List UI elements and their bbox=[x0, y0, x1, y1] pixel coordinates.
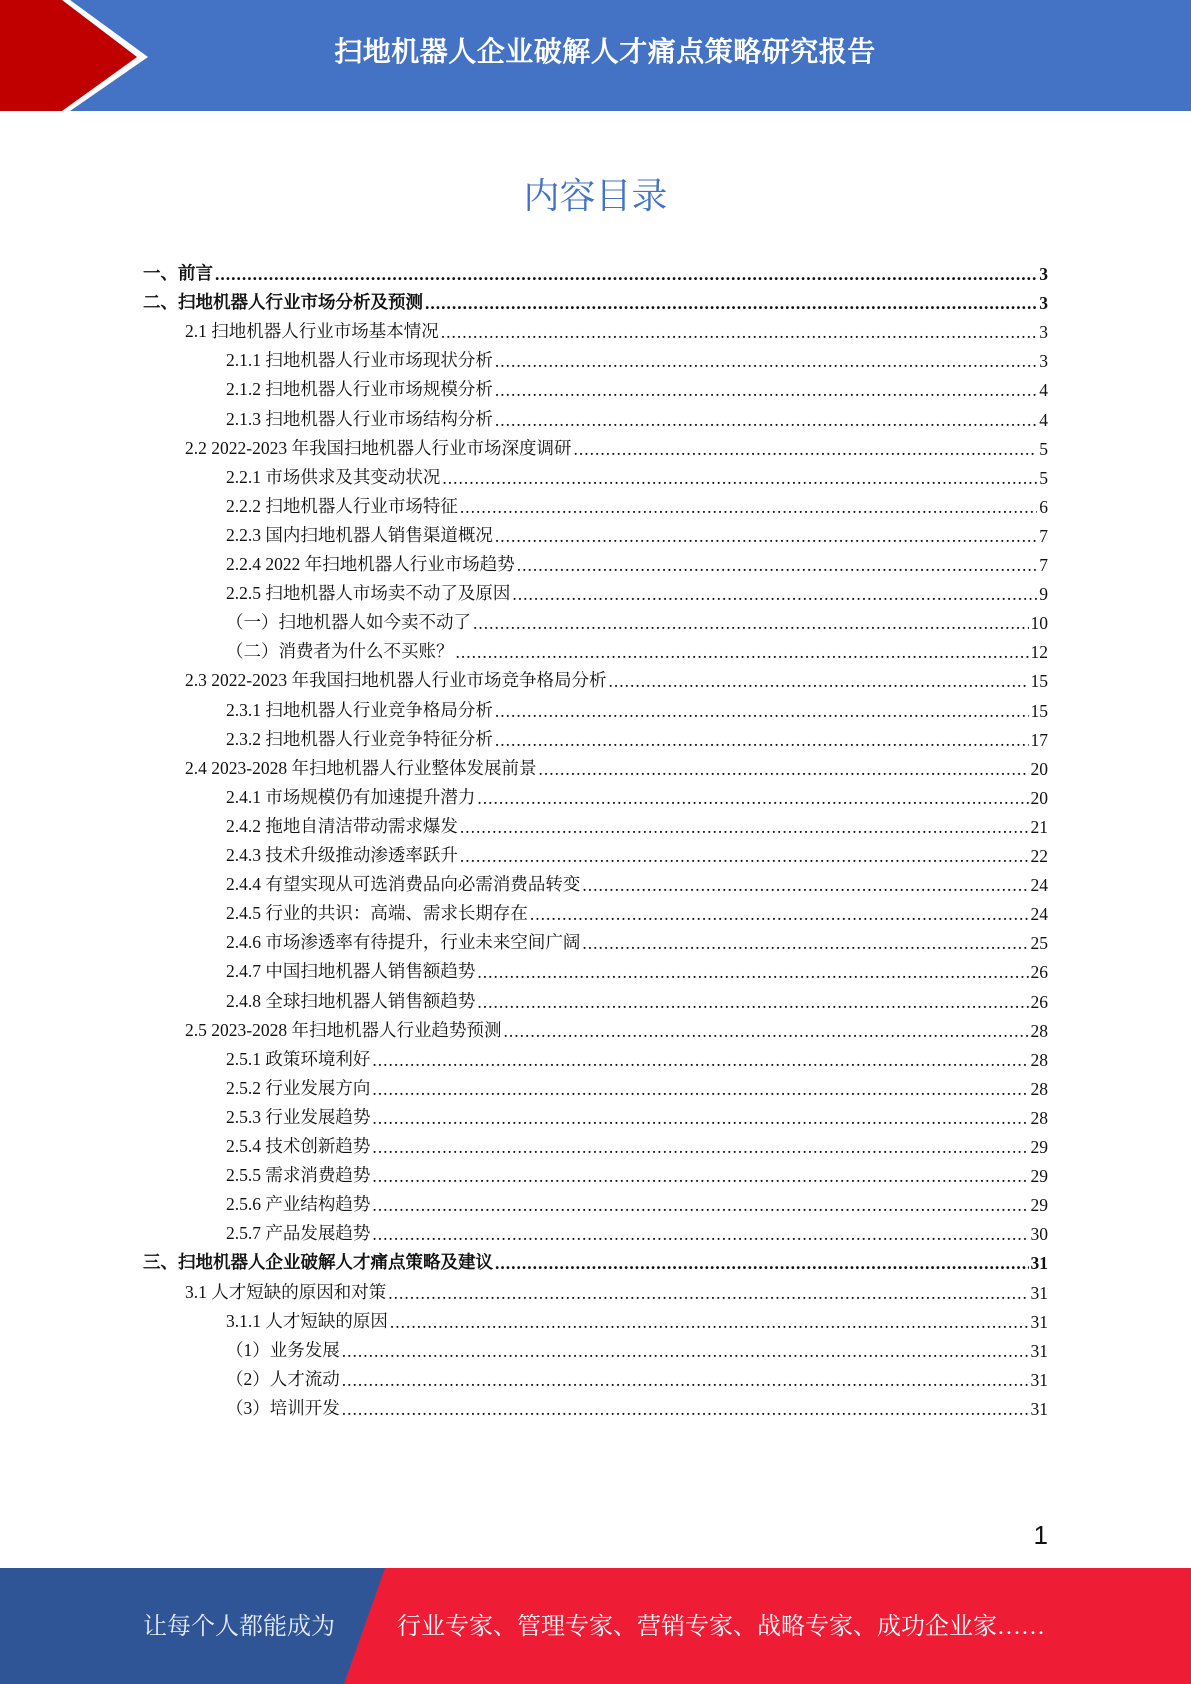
toc-entry-page: 20 bbox=[1030, 758, 1048, 779]
toc-entry-label: 2.1.1 扫地机器人行业市场现状分析 bbox=[226, 350, 493, 371]
toc-entry[interactable] bbox=[226, 1390, 1048, 1420]
toc-entry[interactable] bbox=[226, 808, 1048, 838]
toc-entry-page: 15 bbox=[1030, 700, 1048, 721]
toc-entry[interactable] bbox=[226, 1041, 1048, 1071]
toc-entry-label: （3）培训开发 bbox=[226, 1397, 340, 1418]
toc-entry-label: 2.1.3 扫地机器人行业市场结构分析 bbox=[226, 408, 493, 429]
toc-entry-page: 28 bbox=[1030, 1049, 1048, 1070]
dot-leader bbox=[441, 322, 1038, 343]
toc-entry-page: 4 bbox=[1039, 380, 1048, 401]
toc-entry[interactable] bbox=[226, 924, 1048, 954]
dot-leader bbox=[342, 1341, 1029, 1362]
dot-leader bbox=[608, 671, 1028, 692]
dot-leader bbox=[388, 1283, 1028, 1304]
red-arrow-decoration bbox=[0, 0, 160, 111]
toc-entry-label: 2.3 2022-2023 年我国扫地机器人行业市场竞争格局分析 bbox=[185, 670, 607, 691]
dot-leader bbox=[517, 555, 1038, 576]
toc-entry-page: 3 bbox=[1039, 322, 1048, 343]
toc-entry-page: 29 bbox=[1030, 1195, 1048, 1216]
toc-entry-label: 2.2.3 国内扫地机器人销售渠道概况 bbox=[226, 524, 493, 545]
toc-entry-page: 4 bbox=[1039, 409, 1048, 430]
toc-entry-label: （2）人才流动 bbox=[226, 1368, 340, 1389]
toc-entry[interactable] bbox=[226, 779, 1048, 809]
toc-entry-page: 12 bbox=[1030, 642, 1048, 663]
toc-entry-label: 2.4.5 行业的共识：高端、需求长期存在 bbox=[226, 903, 528, 924]
page-number: 1 bbox=[1033, 1520, 1048, 1550]
toc-entry-label: 2.1 扫地机器人行业市场基本情况 bbox=[185, 321, 439, 342]
dot-leader bbox=[372, 1224, 1028, 1245]
toc-entry-page: 24 bbox=[1030, 875, 1048, 896]
toc-entry-label: 2.4.3 技术升级推动渗透率跃升 bbox=[226, 845, 458, 865]
toc-entry-label: 2.5.3 行业发展趋势 bbox=[226, 1106, 371, 1127]
toc-entry-label: （二）消费者为什么不买账？ bbox=[226, 641, 454, 662]
toc-entry-page: 20 bbox=[1030, 787, 1048, 808]
toc-entry-page: 7 bbox=[1039, 555, 1048, 575]
toc-entry-label: 2.2.5 扫地机器人市场卖不动了及原因 bbox=[226, 583, 511, 604]
dot-leader bbox=[538, 759, 1028, 780]
toc-entry[interactable] bbox=[226, 1157, 1048, 1187]
dot-leader bbox=[495, 380, 1037, 401]
toc-entry-page: 29 bbox=[1030, 1137, 1048, 1157]
toc-entry-page: 31 bbox=[1030, 1282, 1048, 1303]
toc-entry-page: 26 bbox=[1030, 962, 1048, 983]
toc-entry-label: 2.2 2022-2023 年我国扫地机器人行业市场深度调研 bbox=[185, 437, 572, 458]
toc-entry-page: 28 bbox=[1030, 1107, 1048, 1128]
toc-entry[interactable] bbox=[226, 1361, 1048, 1391]
dot-leader bbox=[582, 875, 1028, 896]
toc-entry-page: 31 bbox=[1030, 1340, 1048, 1361]
toc-entry-page: 17 bbox=[1030, 729, 1048, 750]
toc-entry[interactable] bbox=[143, 284, 1048, 314]
dot-leader bbox=[372, 1195, 1028, 1216]
toc-entry[interactable] bbox=[226, 604, 1048, 634]
toc-entry-page: 31 bbox=[1030, 1369, 1048, 1390]
toc-entry-label: 2.5.6 产业结构趋势 bbox=[226, 1194, 371, 1215]
toc-entry-label: （1）业务发展 bbox=[226, 1339, 340, 1360]
dot-leader bbox=[372, 1050, 1028, 1071]
toc-entry-page: 31 bbox=[1030, 1253, 1048, 1274]
toc-entry-label: 2.5.2 行业发展方向 bbox=[226, 1077, 371, 1098]
toc-entry[interactable] bbox=[185, 430, 1048, 460]
dot-leader bbox=[372, 1137, 1028, 1158]
toc-entry[interactable] bbox=[226, 953, 1048, 983]
toc-entry[interactable] bbox=[226, 837, 1048, 867]
dot-leader bbox=[573, 439, 1037, 460]
toc-entry[interactable] bbox=[226, 1186, 1048, 1216]
dot-leader bbox=[456, 642, 1029, 663]
toc-entry-page: 3 bbox=[1039, 293, 1048, 314]
toc-entry-page: 31 bbox=[1030, 1311, 1048, 1332]
toc-entry-page: 22 bbox=[1030, 846, 1048, 866]
dot-leader bbox=[372, 1108, 1028, 1129]
toc-entry-label: 2.1.2 扫地机器人行业市场规模分析 bbox=[226, 379, 493, 400]
page-header bbox=[0, 0, 1191, 111]
toc-entry[interactable] bbox=[226, 371, 1048, 401]
toc-entry-page: 9 bbox=[1039, 584, 1048, 605]
toc-entry-label: 2.5.4 技术创新趋势 bbox=[226, 1136, 371, 1156]
toc-entry[interactable] bbox=[226, 517, 1048, 547]
toc-entry[interactable] bbox=[226, 401, 1048, 431]
dot-leader bbox=[530, 904, 1029, 925]
dot-leader bbox=[582, 933, 1028, 954]
dot-leader bbox=[495, 730, 1029, 751]
toc-entry-page: 21 bbox=[1030, 816, 1048, 837]
toc-entry-label: 3.1.1 人才短缺的原因 bbox=[226, 1310, 388, 1331]
toc-entry-label: 2.5.7 产品发展趋势 bbox=[226, 1223, 371, 1244]
toc-entry[interactable] bbox=[143, 1244, 1048, 1274]
dot-leader bbox=[495, 526, 1037, 547]
dot-leader bbox=[460, 497, 1037, 518]
toc-entry-label: 三、扫地机器人企业破解人才痛点策略及建议 bbox=[143, 1252, 493, 1273]
footer-slogan-right: 行业专家、管理专家、营销专家、战略专家、成功企业家…… bbox=[397, 1614, 1045, 1640]
toc-entry[interactable] bbox=[226, 721, 1048, 751]
toc-entry-label: 2.4.6 市场渗透率有待提升，行业未来空间广阔 bbox=[226, 932, 581, 953]
toc-entry[interactable] bbox=[185, 750, 1048, 780]
toc-entry-label: 2.4.1 市场规模仍有加速提升潜力 bbox=[226, 786, 476, 807]
toc-entry-page: 24 bbox=[1030, 904, 1048, 925]
toc-entry-label: 2.4 2023-2028 年扫地机器人行业整体发展前景 bbox=[185, 757, 537, 778]
report-title: 扫地机器人企业破解人才痛点策略研究报告 bbox=[334, 35, 876, 68]
toc-entry-page: 25 bbox=[1030, 933, 1048, 954]
dot-leader bbox=[495, 1253, 1029, 1274]
page-footer bbox=[0, 1568, 1191, 1684]
toc-entry-label: 2.4.4 有望实现从可选消费品向必需消费品转变 bbox=[226, 874, 581, 895]
dot-leader bbox=[495, 410, 1037, 431]
toc-heading: 内容目录 bbox=[523, 176, 668, 217]
dot-leader bbox=[342, 1399, 1029, 1420]
dot-leader bbox=[460, 846, 1029, 867]
toc-entry-label: 2.4.8 全球扫地机器人销售额趋势 bbox=[226, 990, 476, 1011]
toc-entry-page: 3 bbox=[1039, 264, 1048, 284]
toc-entry-label: 2.2.4 2022 年扫地机器人行业市场趋势 bbox=[226, 554, 515, 574]
toc-entry-label: 2.3.1 扫地机器人行业竞争格局分析 bbox=[226, 699, 493, 720]
toc-entry-label: 3.1 人才短缺的原因和对策 bbox=[185, 1281, 387, 1302]
dot-leader bbox=[342, 1370, 1029, 1391]
dot-leader bbox=[512, 584, 1037, 605]
toc-entry[interactable] bbox=[185, 1012, 1048, 1042]
toc-entry-page: 26 bbox=[1030, 991, 1048, 1012]
toc-entry-label: 2.5 2023-2028 年扫地机器人行业趋势预测 bbox=[185, 1019, 502, 1040]
toc-entry-page: 28 bbox=[1030, 1020, 1048, 1041]
toc-entry-label: 一、前言 bbox=[143, 263, 213, 283]
toc-entry[interactable] bbox=[226, 633, 1048, 663]
toc-entry-page: 5 bbox=[1039, 438, 1048, 459]
toc-entry-label: 2.4.2 拖地自清洁带动需求爆发 bbox=[226, 815, 458, 836]
toc-entry-label: 2.4.7 中国扫地机器人销售额趋势 bbox=[226, 961, 476, 982]
toc-entry-page: 10 bbox=[1030, 613, 1048, 634]
dot-leader bbox=[477, 962, 1028, 983]
toc-entry-label: 2.5.5 需求消费趋势 bbox=[226, 1165, 371, 1186]
toc-entry-page: 31 bbox=[1030, 1398, 1048, 1419]
toc-entry[interactable] bbox=[185, 662, 1048, 692]
toc-entry-label: 2.2.2 扫地机器人行业市场特征 bbox=[226, 495, 458, 516]
toc-entry-page: 3 bbox=[1039, 351, 1048, 372]
toc-entry-label: （一）扫地机器人如今卖不动了 bbox=[226, 612, 471, 633]
toc-entry-page: 28 bbox=[1030, 1078, 1048, 1099]
dot-leader bbox=[503, 1021, 1028, 1042]
dot-leader bbox=[390, 1312, 1029, 1333]
toc-entry[interactable] bbox=[185, 1274, 1048, 1304]
dot-leader bbox=[372, 1079, 1028, 1100]
toc-entry-label: 二、扫地机器人行业市场分析及预测 bbox=[143, 292, 423, 313]
toc-entry-label: 2.2.1 市场供求及其变动状况 bbox=[226, 466, 441, 487]
toc-entry-page: 7 bbox=[1039, 525, 1048, 546]
toc-entry[interactable] bbox=[226, 1215, 1048, 1245]
toc-entry[interactable] bbox=[226, 342, 1048, 372]
toc-entry-page: 30 bbox=[1030, 1224, 1048, 1245]
toc-entry-label: 2.5.1 政策环境利好 bbox=[226, 1048, 371, 1069]
toc-entry[interactable] bbox=[226, 1070, 1048, 1100]
dot-leader bbox=[442, 468, 1037, 489]
dot-leader bbox=[477, 788, 1028, 809]
dot-leader bbox=[372, 1166, 1028, 1187]
dot-leader bbox=[473, 613, 1029, 634]
toc-entry[interactable] bbox=[226, 488, 1048, 518]
dot-leader bbox=[425, 293, 1037, 314]
toc-entry[interactable] bbox=[226, 1099, 1048, 1129]
dot-leader bbox=[215, 264, 1037, 285]
toc-entry[interactable] bbox=[143, 255, 1048, 285]
toc-entry[interactable] bbox=[185, 313, 1048, 343]
toc-entry-page: 6 bbox=[1039, 496, 1048, 517]
toc-entry[interactable] bbox=[226, 1332, 1048, 1362]
toc-entry[interactable] bbox=[226, 546, 1048, 576]
toc-entry-page: 29 bbox=[1030, 1166, 1048, 1187]
dot-leader bbox=[460, 817, 1029, 838]
toc-entry[interactable] bbox=[226, 1303, 1048, 1333]
dot-leader bbox=[495, 351, 1037, 372]
toc-entry[interactable] bbox=[226, 575, 1048, 605]
footer-slogan-left: 让每个人都能成为 bbox=[143, 1614, 335, 1640]
dot-leader bbox=[477, 992, 1028, 1013]
toc-entry-page: 5 bbox=[1039, 467, 1048, 488]
toc-entry[interactable] bbox=[226, 866, 1048, 896]
toc-entry[interactable] bbox=[226, 1128, 1048, 1158]
toc-entry-label: 2.3.2 扫地机器人行业竞争特征分析 bbox=[226, 728, 493, 749]
toc-entry[interactable] bbox=[226, 895, 1048, 925]
toc-entry[interactable] bbox=[226, 459, 1048, 489]
dot-leader bbox=[495, 701, 1029, 722]
toc-entry[interactable] bbox=[226, 692, 1048, 722]
toc-entry[interactable] bbox=[226, 983, 1048, 1013]
toc-entry-page: 15 bbox=[1030, 671, 1048, 692]
